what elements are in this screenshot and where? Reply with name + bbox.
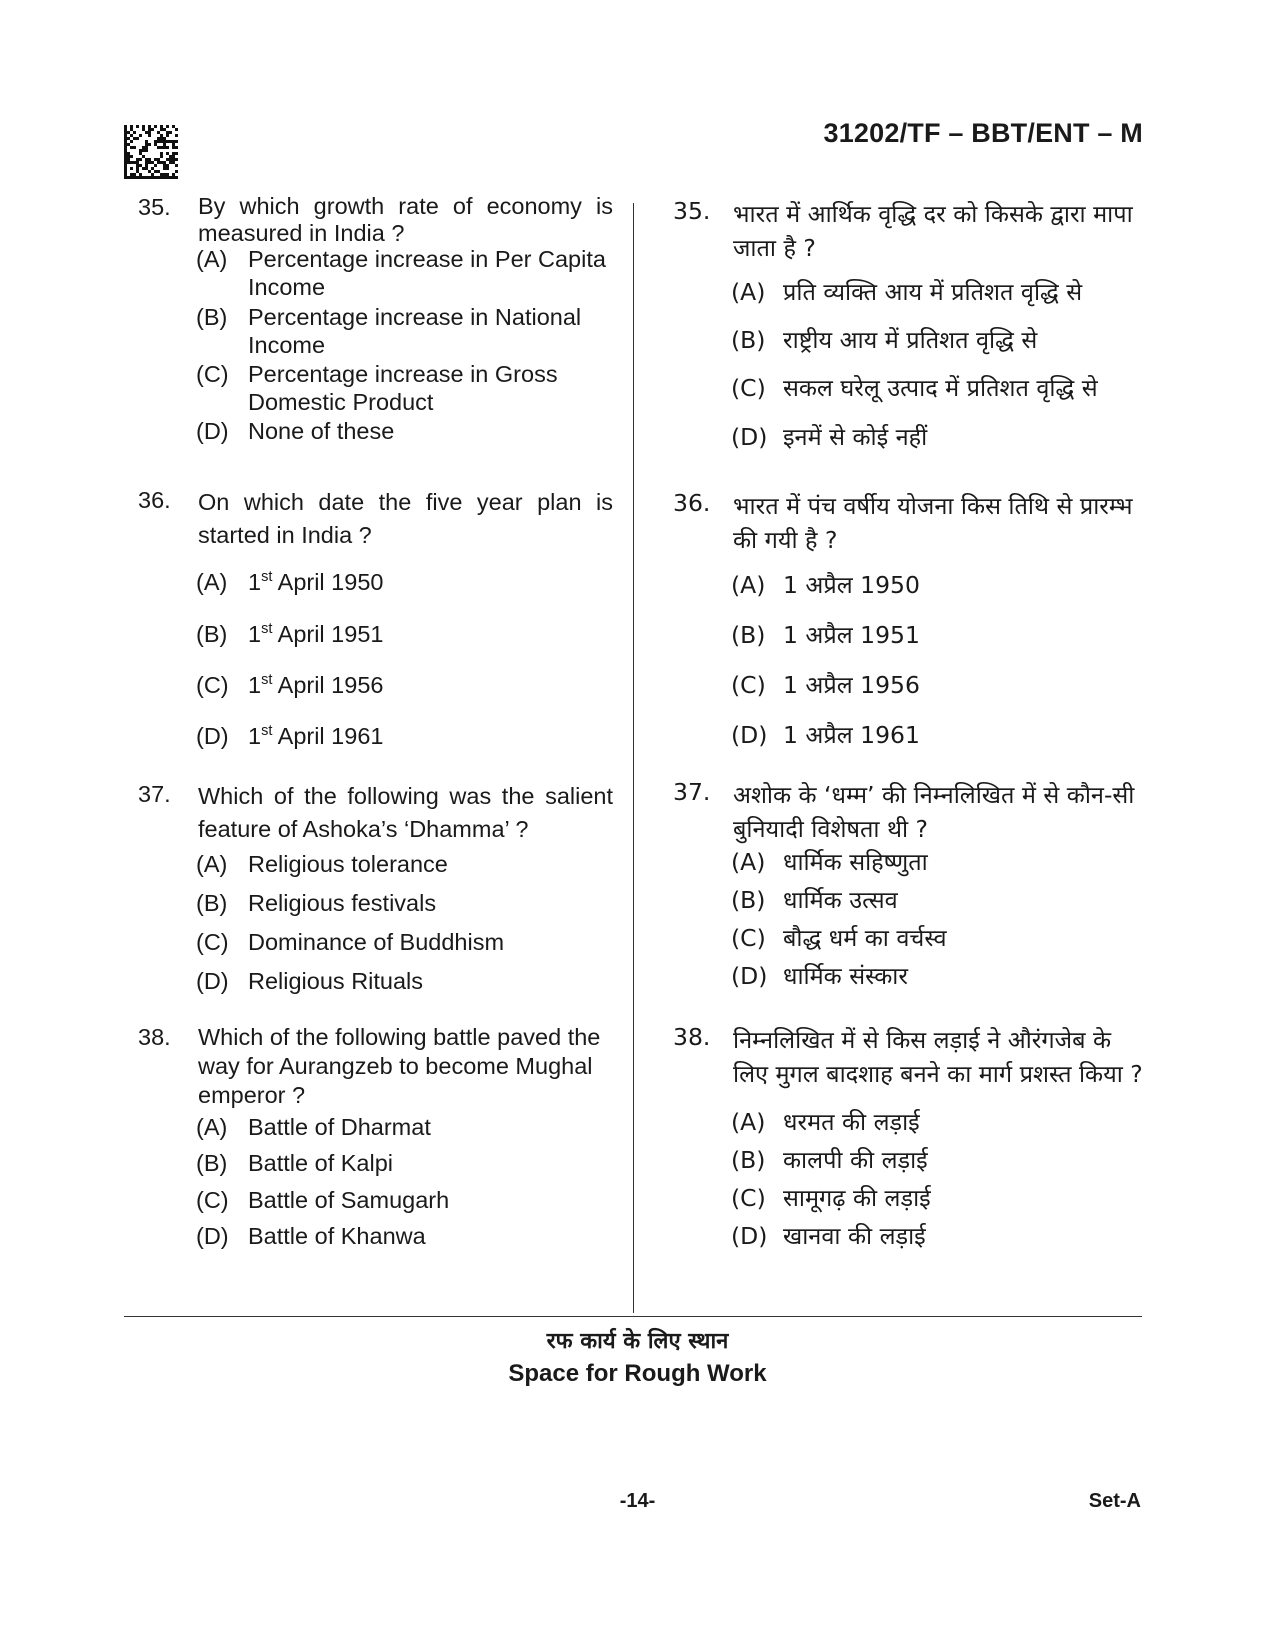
question-36-hi bbox=[673, 489, 1145, 749]
option-text: सामूगढ़ की लड़ाई bbox=[783, 1184, 931, 1212]
option-label: (D) bbox=[731, 721, 768, 749]
option-label: (A) bbox=[196, 246, 228, 272]
option-a bbox=[196, 850, 613, 879]
question-text: On which date the five year plan is started in India ? bbox=[198, 489, 613, 548]
option-b bbox=[731, 886, 1145, 915]
ordinal-suffix: st bbox=[261, 569, 273, 586]
option-text: कालपी की लड़ाई bbox=[783, 1146, 928, 1174]
month-year: April 1956 bbox=[272, 672, 384, 698]
option-a bbox=[731, 848, 1145, 877]
question-text: By which growth rate of economy is measured in India ? bbox=[198, 193, 613, 246]
option-c bbox=[196, 360, 613, 416]
question-number: 37. bbox=[138, 781, 171, 807]
option-text bbox=[248, 722, 613, 751]
question-text: भारत में आर्थिक वृद्धि दर को किसके द्वारा मापा जाता है ? bbox=[733, 200, 1133, 262]
option-b bbox=[731, 1146, 1145, 1175]
option-b bbox=[196, 1149, 613, 1178]
option-label: (C) bbox=[196, 361, 229, 387]
option-label: (D) bbox=[731, 423, 768, 451]
option-text: Percentage increase in Gross Domestic Product bbox=[248, 361, 558, 415]
day-number: 1 bbox=[248, 621, 262, 647]
option-text: राष्ट्रीय आय में प्रतिशत वृद्धि से bbox=[783, 326, 1038, 354]
option-label: (C) bbox=[731, 374, 766, 402]
question-text: Which of the following battle paved the way for Aurangzeb to become Mughal emperor ? bbox=[198, 1024, 601, 1108]
option-label: (A) bbox=[731, 848, 766, 876]
option-label: (D) bbox=[196, 968, 229, 994]
option-text: धार्मिक उत्सव bbox=[783, 886, 898, 914]
option-text: 1 अप्रैल 1951 bbox=[783, 621, 920, 649]
option-label: (B) bbox=[196, 621, 228, 647]
question-38-hi bbox=[673, 1023, 1145, 1250]
option-d bbox=[196, 967, 613, 996]
option-label: (A) bbox=[196, 851, 228, 877]
option-a bbox=[731, 278, 1145, 307]
option-d bbox=[196, 722, 613, 751]
option-d bbox=[731, 962, 1145, 991]
option-text: Battle of Samugarh bbox=[248, 1187, 450, 1213]
option-label: (C) bbox=[731, 671, 766, 699]
option-label: (A) bbox=[196, 1114, 228, 1140]
option-label: (D) bbox=[731, 1222, 768, 1250]
option-a bbox=[731, 1108, 1145, 1137]
day-number: 1 bbox=[248, 569, 262, 595]
option-b bbox=[731, 621, 1145, 650]
option-label: (C) bbox=[196, 1187, 229, 1213]
option-label: (C) bbox=[196, 672, 229, 698]
option-d bbox=[196, 1222, 613, 1251]
option-text: धार्मिक सहिष्णुता bbox=[783, 848, 928, 876]
option-b bbox=[731, 326, 1145, 355]
option-label: (A) bbox=[731, 571, 766, 599]
question-35-en bbox=[138, 193, 613, 444]
option-d bbox=[731, 721, 1145, 750]
option-label: (C) bbox=[731, 924, 766, 952]
option-label: (D) bbox=[196, 1223, 229, 1249]
option-label: (B) bbox=[731, 1146, 766, 1174]
bottom-rule bbox=[124, 1316, 1142, 1317]
question-number: 35. bbox=[673, 197, 711, 225]
option-a bbox=[731, 571, 1145, 600]
option-text bbox=[248, 568, 613, 597]
option-c bbox=[731, 1184, 1145, 1213]
rough-work-heading-hindi: रफ कार्य के लिए स्थान bbox=[546, 1329, 729, 1354]
option-text: Battle of Dharmat bbox=[248, 1114, 431, 1140]
option-c bbox=[196, 1186, 613, 1215]
option-d bbox=[196, 417, 613, 446]
ordinal-suffix: st bbox=[261, 672, 273, 689]
column-divider bbox=[633, 203, 634, 1313]
option-d bbox=[731, 1222, 1145, 1251]
option-text: Dominance of Buddhism bbox=[248, 929, 505, 955]
option-c bbox=[196, 928, 613, 957]
option-label: (C) bbox=[196, 929, 229, 955]
option-text: Percentage increase in Per Capita Income bbox=[248, 246, 606, 300]
question-number: 38. bbox=[138, 1024, 171, 1050]
option-label: (B) bbox=[731, 326, 766, 354]
option-label: (A) bbox=[731, 278, 766, 306]
question-number: 35. bbox=[138, 194, 171, 220]
option-text: Percentage increase in National Income bbox=[248, 304, 582, 358]
option-d bbox=[731, 423, 1145, 452]
question-37-en bbox=[138, 780, 613, 994]
option-text: सकल घरेलू उत्पाद में प्रतिशत वृद्धि से bbox=[783, 374, 1098, 402]
option-text: 1 अप्रैल 1950 bbox=[783, 571, 920, 599]
question-text: भारत में पंच वर्षीय योजना किस तिथि से प्रारम्भ की गयी है ? bbox=[733, 492, 1133, 554]
option-text: 1 अप्रैल 1956 bbox=[783, 671, 920, 699]
question-38-en bbox=[138, 1023, 613, 1249]
question-number: 36. bbox=[138, 487, 171, 513]
page-number: -14- bbox=[619, 1490, 656, 1512]
option-text: 1 अप्रैल 1961 bbox=[783, 721, 920, 749]
option-text: इनमें से कोई नहीं bbox=[783, 423, 928, 451]
option-text: Battle of Kalpi bbox=[248, 1150, 394, 1176]
option-text: Religious festivals bbox=[248, 890, 437, 916]
question-35-hi bbox=[673, 197, 1145, 451]
question-number: 36. bbox=[673, 489, 711, 517]
ordinal-suffix: st bbox=[261, 723, 273, 740]
option-a bbox=[196, 568, 613, 597]
option-text bbox=[248, 671, 613, 700]
option-label: (B) bbox=[731, 886, 766, 914]
option-text: None of these bbox=[248, 418, 395, 444]
option-c bbox=[731, 671, 1145, 700]
option-label: (D) bbox=[196, 723, 229, 749]
option-label: (D) bbox=[196, 418, 229, 444]
question-text: Which of the following was the salient feature of Ashoka’s ‘Dhamma’ ? bbox=[198, 783, 613, 842]
option-label: (A) bbox=[196, 569, 228, 595]
option-a bbox=[196, 1113, 613, 1142]
option-label: (B) bbox=[196, 890, 228, 916]
option-label: (D) bbox=[731, 962, 768, 990]
question-37-hi bbox=[673, 778, 1145, 990]
ordinal-suffix: st bbox=[261, 621, 273, 638]
option-c bbox=[731, 924, 1145, 953]
qr-code bbox=[124, 125, 178, 179]
option-text: प्रति व्यक्ति आय में प्रतिशत वृद्धि से bbox=[783, 278, 1083, 306]
paper-code: 31202/TF – BBT/ENT – M bbox=[823, 118, 1143, 148]
option-text: Religious tolerance bbox=[248, 851, 448, 877]
option-c bbox=[731, 374, 1145, 403]
day-number: 1 bbox=[248, 672, 262, 698]
option-label: (B) bbox=[196, 304, 228, 330]
option-text: धरमत की लड़ाई bbox=[783, 1108, 920, 1136]
option-label: (A) bbox=[731, 1108, 766, 1136]
option-text bbox=[248, 620, 613, 649]
question-36-en bbox=[138, 486, 613, 749]
month-year: April 1951 bbox=[272, 621, 384, 647]
option-text: धार्मिक संस्कार bbox=[783, 962, 908, 990]
question-text: निम्नलिखित में से किस लड़ाई ने औरंगजेब के लिए मुगल बादशाह बनने का मार्ग प्रशस्त किया ? bbox=[733, 1026, 1143, 1088]
month-year: April 1950 bbox=[272, 569, 384, 595]
month-year: April 1961 bbox=[272, 723, 384, 749]
option-label: (B) bbox=[196, 1150, 228, 1176]
option-text: खानवा की लड़ाई bbox=[783, 1222, 926, 1250]
question-text: अशोक के ‘धम्म’ की निम्नलिखित में से कौन-सी बुनियादी विशेषता थी ? bbox=[733, 781, 1135, 843]
option-label: (C) bbox=[731, 1184, 766, 1212]
option-b bbox=[196, 889, 613, 918]
set-label: Set-A bbox=[1088, 1490, 1141, 1512]
option-text: Religious Rituals bbox=[248, 968, 424, 994]
option-a bbox=[196, 245, 613, 301]
question-number: 37. bbox=[673, 778, 711, 806]
option-b bbox=[196, 303, 613, 359]
option-text: बौद्ध धर्म का वर्चस्व bbox=[783, 924, 947, 952]
option-text: Battle of Khanwa bbox=[248, 1223, 426, 1249]
question-number: 38. bbox=[673, 1023, 711, 1051]
option-label: (B) bbox=[731, 621, 766, 649]
rough-work-heading: Space for Rough Work bbox=[508, 1360, 767, 1387]
option-b bbox=[196, 620, 613, 649]
option-c bbox=[196, 671, 613, 700]
day-number: 1 bbox=[248, 723, 262, 749]
